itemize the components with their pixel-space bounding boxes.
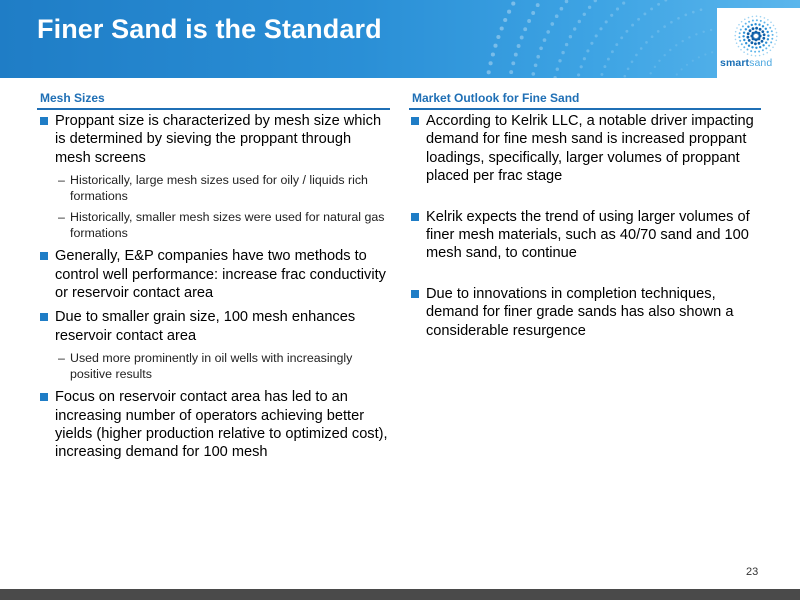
- dash-icon: –: [58, 210, 65, 225]
- decorative-dot: [645, 41, 648, 44]
- logo-dot: [764, 17, 766, 19]
- decorative-dot: [600, 73, 603, 76]
- decorative-dot: [686, 64, 688, 66]
- bullet-text: Focus on reservoir contact area has led to an increasing number of operators achieving better yields (higher production relative to optimized cost), increasing demand for 100 mesh: [55, 389, 388, 461]
- logo-dot: [745, 28, 747, 30]
- logo-text-bold: smart: [720, 57, 750, 69]
- bullet-text: Kelrik expects the trend of using larger volumes of finer mesh materials, such as 40/70 sand and 100 mesh sand, to continue: [426, 208, 750, 262]
- logo-dot: [776, 40, 778, 42]
- logo-dot: [759, 28, 762, 31]
- decorative-dot: [631, 24, 634, 27]
- sub-bullet-item: [40, 210, 390, 241]
- decorative-dot: [681, 40, 683, 42]
- decorative-dot: [622, 2, 625, 5]
- left-column-heading: Mesh Sizes: [40, 91, 105, 105]
- decorative-dot: [543, 38, 547, 42]
- decorative-dot: [640, 47, 643, 50]
- decorative-dot: [595, 34, 598, 37]
- decorative-dot: [698, 56, 700, 58]
- logo-wordmark: [720, 57, 772, 69]
- decorative-dot: [670, 21, 673, 24]
- logo-dot: [747, 53, 749, 55]
- decorative-dot: [500, 26, 504, 30]
- decorative-dot: [517, 44, 521, 48]
- logo-dot: [754, 38, 757, 41]
- decorative-dot: [493, 44, 497, 48]
- decorative-dot: [561, 51, 564, 54]
- left-heading-rule: [37, 108, 390, 110]
- decorative-dot: [536, 55, 540, 59]
- logo-dot: [752, 32, 755, 35]
- logo-dot: [748, 17, 750, 19]
- logo-dot: [754, 31, 757, 34]
- logo-dot: [745, 42, 747, 44]
- logo-dot: [765, 28, 767, 30]
- dash-icon: –: [58, 173, 65, 188]
- decorative-dot: [700, 8, 703, 11]
- decorative-dot: [577, 73, 580, 76]
- decorative-dot: [556, 68, 559, 71]
- logo-dot: [765, 47, 767, 49]
- decorative-dot: [539, 46, 543, 50]
- logo-dot: [776, 36, 778, 38]
- bullet-text: Due to innovations in completion techniques, demand for finer grade sands has also shown a considerable resurgence: [426, 285, 734, 339]
- logo-dot: [760, 16, 762, 18]
- decorative-dot: [650, 7, 653, 10]
- decorative-dot: [503, 18, 507, 22]
- decorative-dot: [651, 35, 654, 38]
- logo-dot: [751, 46, 753, 48]
- decorative-dot: [684, 14, 687, 17]
- decorative-dot: [681, 68, 683, 70]
- logo-dot: [761, 30, 764, 33]
- decorative-dot: [607, 58, 610, 61]
- decorative-dot: [491, 52, 495, 56]
- decorative-dot: [654, 66, 656, 68]
- decorative-dot: [573, 27, 576, 30]
- decorative-dot: [711, 51, 713, 53]
- logo-dot: [760, 20, 762, 22]
- logo-dot: [742, 35, 744, 37]
- logo-dot: [773, 25, 775, 27]
- bullet-item: [40, 112, 390, 167]
- logo-dot: [741, 21, 743, 23]
- logo-dot: [770, 50, 772, 52]
- logo-dot: [767, 19, 769, 21]
- logo-dot: [740, 49, 742, 51]
- logo-dot: [748, 39, 751, 42]
- decorative-dot: [565, 43, 568, 46]
- logo-dot: [762, 25, 764, 27]
- logo-dot: [747, 26, 749, 28]
- decorative-dot: [658, 60, 660, 62]
- sub-bullet-text: Used more prominently in oil wells with increasingly positive results: [70, 351, 353, 381]
- logo-dot: [767, 35, 769, 37]
- decorative-dot: [583, 13, 586, 16]
- decorative-dot: [546, 30, 550, 34]
- sub-bullet-item: [40, 173, 390, 204]
- decorative-dot: [565, 0, 569, 3]
- logo-dot: [769, 27, 771, 29]
- decorative-dot: [489, 61, 493, 65]
- bullet-square-icon: [411, 213, 419, 221]
- decorative-dot: [702, 31, 704, 33]
- logo-dot: [771, 30, 773, 32]
- decorative-dot: [555, 14, 559, 18]
- logo-dot: [776, 32, 778, 34]
- bullet-square-icon: [411, 290, 419, 298]
- logo-dot: [765, 42, 767, 44]
- bullet-item: [40, 388, 390, 462]
- decorative-dot: [509, 70, 513, 74]
- logo-dot: [735, 31, 737, 33]
- sub-bullet-item: [40, 351, 390, 382]
- logo-dot: [736, 27, 738, 29]
- logo-dot: [744, 19, 746, 21]
- decorative-dot: [676, 73, 678, 75]
- right-column-body: [411, 112, 761, 362]
- logo-dot: [756, 19, 758, 21]
- decorative-dot: [583, 57, 586, 60]
- decorative-dot: [511, 61, 515, 65]
- decorative-dot: [637, 18, 640, 21]
- logo-dot: [770, 22, 772, 24]
- page-number: 23: [746, 566, 759, 578]
- decorative-dot: [605, 20, 608, 23]
- logo-dot: [754, 23, 756, 25]
- logo-dot: [758, 24, 760, 26]
- logo-dot: [757, 37, 760, 40]
- logo-dot: [736, 42, 738, 44]
- logo-dot: [772, 34, 774, 36]
- decorative-dot: [631, 60, 634, 63]
- logo-dot: [749, 29, 752, 32]
- logo-dot: [752, 16, 754, 18]
- decorative-dot: [643, 12, 646, 15]
- bullet-text: Proppant size is characterized by mesh size which is determined by sieving the proppant through mesh screens: [55, 113, 382, 166]
- logo-dot: [767, 38, 769, 40]
- decorative-dot: [594, 0, 597, 2]
- decorative-dot: [558, 59, 561, 62]
- logo-dot: [747, 32, 750, 35]
- decorative-dot: [625, 30, 628, 33]
- decorative-dot: [610, 14, 613, 17]
- logo-dot: [758, 42, 761, 45]
- logo-dot: [740, 29, 742, 31]
- logo-dot: [755, 27, 758, 30]
- logo-dot: [768, 45, 770, 47]
- logo-dot: [748, 21, 750, 23]
- logo-dot: [763, 54, 765, 56]
- decorative-dot: [534, 63, 538, 67]
- logo-dot: [775, 28, 777, 30]
- decorative-dot: [616, 7, 619, 10]
- decorative-dot: [569, 35, 572, 38]
- decorative-dot: [514, 53, 518, 57]
- company-logo: [717, 8, 800, 78]
- logo-dot: [754, 42, 757, 45]
- logo-dot: [738, 46, 740, 48]
- dash-icon: –: [58, 351, 65, 366]
- logo-dot: [751, 41, 754, 44]
- logo-dot: [743, 39, 745, 41]
- logo-dot: [770, 41, 772, 43]
- logo-dot: [743, 32, 745, 34]
- left-column-body: [40, 112, 390, 468]
- decorative-dot: [523, 27, 527, 31]
- logo-dot: [745, 23, 747, 25]
- decorative-dot: [657, 3, 660, 6]
- bullet-text: Generally, E&P companies have two methods to control well performance: increase frac conductivity or reservoir contact area: [55, 248, 386, 302]
- decorative-dot: [663, 54, 665, 56]
- decorative-dot: [620, 36, 623, 39]
- logo-dot: [752, 27, 755, 30]
- header-banner: [0, 0, 800, 78]
- bullet-square-icon: [40, 393, 48, 401]
- logo-dot: [763, 33, 766, 36]
- decorative-dot: [688, 36, 690, 38]
- decorative-dot: [710, 29, 712, 31]
- logo-dot: [762, 44, 764, 46]
- slide-title: Finer Sand is the Standard: [37, 14, 382, 44]
- logo-dot: [742, 25, 744, 27]
- logo-dot: [747, 49, 749, 51]
- right-column-heading: Market Outlook for Fine Sand: [412, 91, 580, 105]
- logo-dot: [758, 51, 760, 53]
- logo-dot: [735, 39, 737, 41]
- logo-dot: [772, 47, 774, 49]
- logo-dot: [766, 52, 768, 54]
- logo-dot: [761, 40, 764, 43]
- decorative-dot: [590, 42, 593, 45]
- logo-dot: [741, 43, 743, 45]
- decorative-dot: [578, 20, 581, 23]
- logo-dot: [755, 47, 757, 49]
- decorative-dot: [520, 36, 524, 40]
- logo-dot: [750, 50, 752, 52]
- decorative-dot: [511, 2, 515, 6]
- sub-bullet-text: Historically, smaller mesh sizes were used for natural gas formations: [70, 210, 385, 240]
- decorative-dot: [627, 67, 630, 70]
- right-heading-rule: [409, 108, 761, 110]
- decorative-dot: [692, 11, 695, 14]
- bullet-square-icon: [411, 117, 419, 125]
- decorative-dot: [611, 50, 614, 53]
- logo-dot: [752, 20, 754, 22]
- logo-dot: [756, 15, 758, 17]
- decorative-dot: [580, 65, 583, 68]
- logo-dot: [774, 43, 776, 45]
- logo-dot: [767, 24, 769, 26]
- logo-dot: [762, 49, 764, 51]
- logo-dot: [751, 55, 753, 57]
- bullet-item: [411, 112, 761, 186]
- decorative-dot: [663, 25, 666, 28]
- decorative-dot: [692, 60, 694, 62]
- footer-bar: [0, 589, 800, 600]
- decorative-dot: [550, 22, 554, 26]
- decorative-dot: [588, 6, 591, 9]
- decorative-dot: [531, 72, 535, 76]
- decorative-dot: [669, 49, 671, 51]
- decorative-dot: [531, 11, 535, 15]
- bullet-item: [411, 208, 761, 263]
- bullet-text: Due to smaller grain size, 100 mesh enhances reservoir contact area: [55, 309, 356, 344]
- logo-dot: [748, 45, 750, 47]
- decorative-dot: [536, 3, 540, 7]
- bullet-square-icon: [40, 252, 48, 260]
- logo-dot: [738, 24, 740, 26]
- decorative-dot: [527, 19, 531, 23]
- decorative-dot: [623, 75, 626, 78]
- decorative-dot: [704, 53, 706, 55]
- decorative-dot: [635, 54, 638, 57]
- logo-dot: [751, 24, 753, 26]
- bullet-square-icon: [40, 117, 48, 125]
- bullet-item: [411, 285, 761, 340]
- logo-dot: [759, 46, 761, 48]
- logo-text-light: sand: [749, 57, 773, 69]
- logo-dot: [738, 36, 740, 38]
- bullet-square-icon: [40, 313, 48, 321]
- decorative-dot: [560, 7, 564, 11]
- decorative-dot: [487, 70, 491, 74]
- logo-dot: [743, 51, 745, 53]
- decorative-dot: [553, 76, 556, 78]
- bullet-item: [40, 247, 390, 302]
- decorative-dot: [695, 33, 697, 35]
- logo-dot: [757, 32, 760, 35]
- logo-dot: [739, 32, 741, 34]
- logo-dot: [739, 40, 741, 42]
- logo-dot: [734, 35, 736, 37]
- logo-dot: [743, 46, 745, 48]
- logo-dot: [762, 37, 765, 40]
- logo-dot-mark: [725, 12, 787, 58]
- decorative-dot: [675, 44, 677, 46]
- decorative-dot: [586, 49, 589, 52]
- decorative-dot: [599, 27, 602, 30]
- logo-dot: [754, 51, 756, 53]
- logo-dot: [764, 22, 766, 24]
- decorative-dot: [664, 0, 667, 2]
- logo-dot: [747, 36, 750, 39]
- decorative-dot: [657, 30, 660, 33]
- decorative-dot: [507, 10, 511, 14]
- decorative-dot: [677, 17, 680, 20]
- decorative-dot: [496, 35, 500, 39]
- bullet-text: According to Kelrik LLC, a notable driver impacting demand for fine mesh sand is increased proppant loadings, specifically, larger volumes of proppant placed per frac stage: [426, 113, 754, 185]
- decorative-dot: [615, 43, 618, 46]
- bullet-item: [40, 308, 390, 345]
- logo-dot: [767, 31, 769, 33]
- decorative-dot: [649, 72, 651, 74]
- decorative-dot: [603, 65, 606, 68]
- logo-dot: [771, 38, 773, 40]
- sub-bullet-text: Historically, large mesh sizes used for oily / liquids rich formations: [70, 173, 368, 203]
